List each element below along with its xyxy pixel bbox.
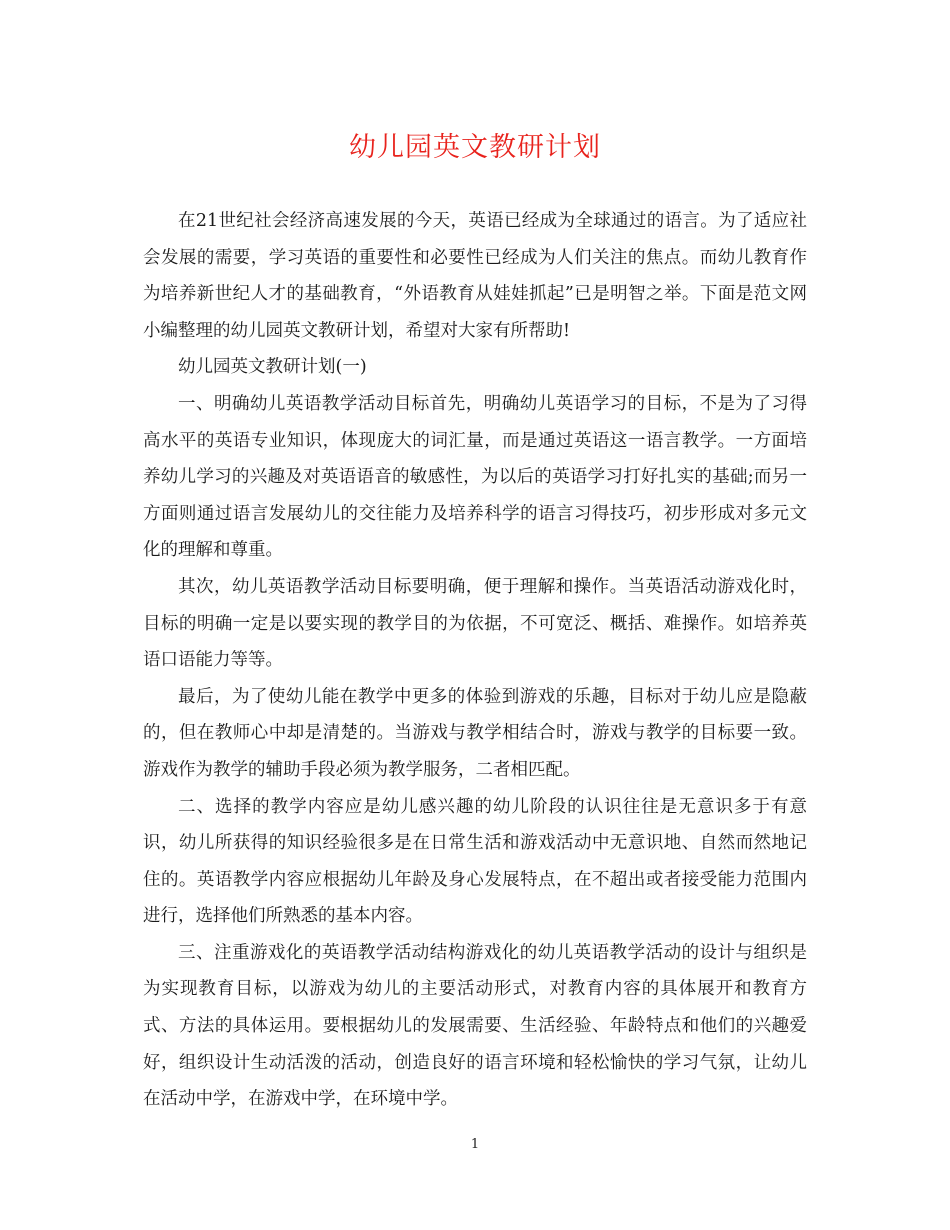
paragraph-game-structure: 三、注重游戏化的英语教学活动结构游戏化的幼儿英语教学活动的设计与组织是为实现教育目标，以游戏为幼儿的主要活动形式，对教育内容的具体展开和教育方式、方法的具体运用。要根据幼儿的发展需要、生活经验、年龄特点和他们的兴趣爱好，组织设计生动活泼的活动，创造良好的语言环境和轻松愉快的学习气氛，让幼儿在活动中学，在游戏中学，在环境中学。: [143, 942, 807, 1110]
paragraph-finally: 最后，为了使幼儿能在教学中更多的体验到游戏的乐趣，目标对于幼儿应是隐蔽的，但在教师心中却是清楚的。当游戏与教学相结合时，游戏与教学的目标要一致。游戏作为教学的辅助手段必须为教学服务，二者相匹配。: [143, 686, 807, 780]
paragraph-content-selection: 二、选择的教学内容应是幼儿感兴趣的幼儿阶段的认识往往是无意识多于有意识，幼儿所获得的知识经验很多是在日常生活和游戏活动中无意识地、自然而然地记住的。英语教学内容应根据幼儿年龄及身心发展特点，在不超出或者接受能力范围内进行，选择他们所熟悉的基本内容。: [143, 796, 807, 927]
section-heading: 幼儿园英文教研计划(一): [178, 357, 367, 378]
page-number: 1: [470, 1137, 480, 1152]
intro-paragraph: 在21世纪社会经济高速发展的今天，英语已经成为全球通过的语言。为了适应社会发展的需要，学习英语的重要性和必要性已经成为人们关注的焦点。而幼儿教育作为培养新世纪人才的基础教育，“外语教育从娃娃抓起”已是明智之举。下面是范文网小编整理的幼儿园英文教研计划，希望对大家有所帮助!: [143, 211, 807, 341]
paragraph-secondly: 其次，幼儿英语教学活动目标要明确，便于理解和操作。当英语活动游戏化时，目标的明确一定是以要实现的教学目的为依据，不可宽泛、概括、难操作。如培养英语口语能力等等。: [143, 576, 807, 671]
document-body: [143, 203, 807, 1118]
paragraph-goals: 一、明确幼儿英语教学活动目标首先，明确幼儿英语学习的目标，不是为了习得高水平的英语专业知识，体现庞大的词汇量，而是通过英语这一语言教学。一方面培养幼儿学习的兴趣及对英语语音的敏感性，为以后的英语学习打好扎实的基础;而另一方面则通过语言发展幼儿的交往能力及培养科学的语言习得技巧，初步形成对多元文化的理解和尊重。: [143, 393, 807, 561]
document-title: 幼儿园英文教研计划: [349, 132, 601, 163]
